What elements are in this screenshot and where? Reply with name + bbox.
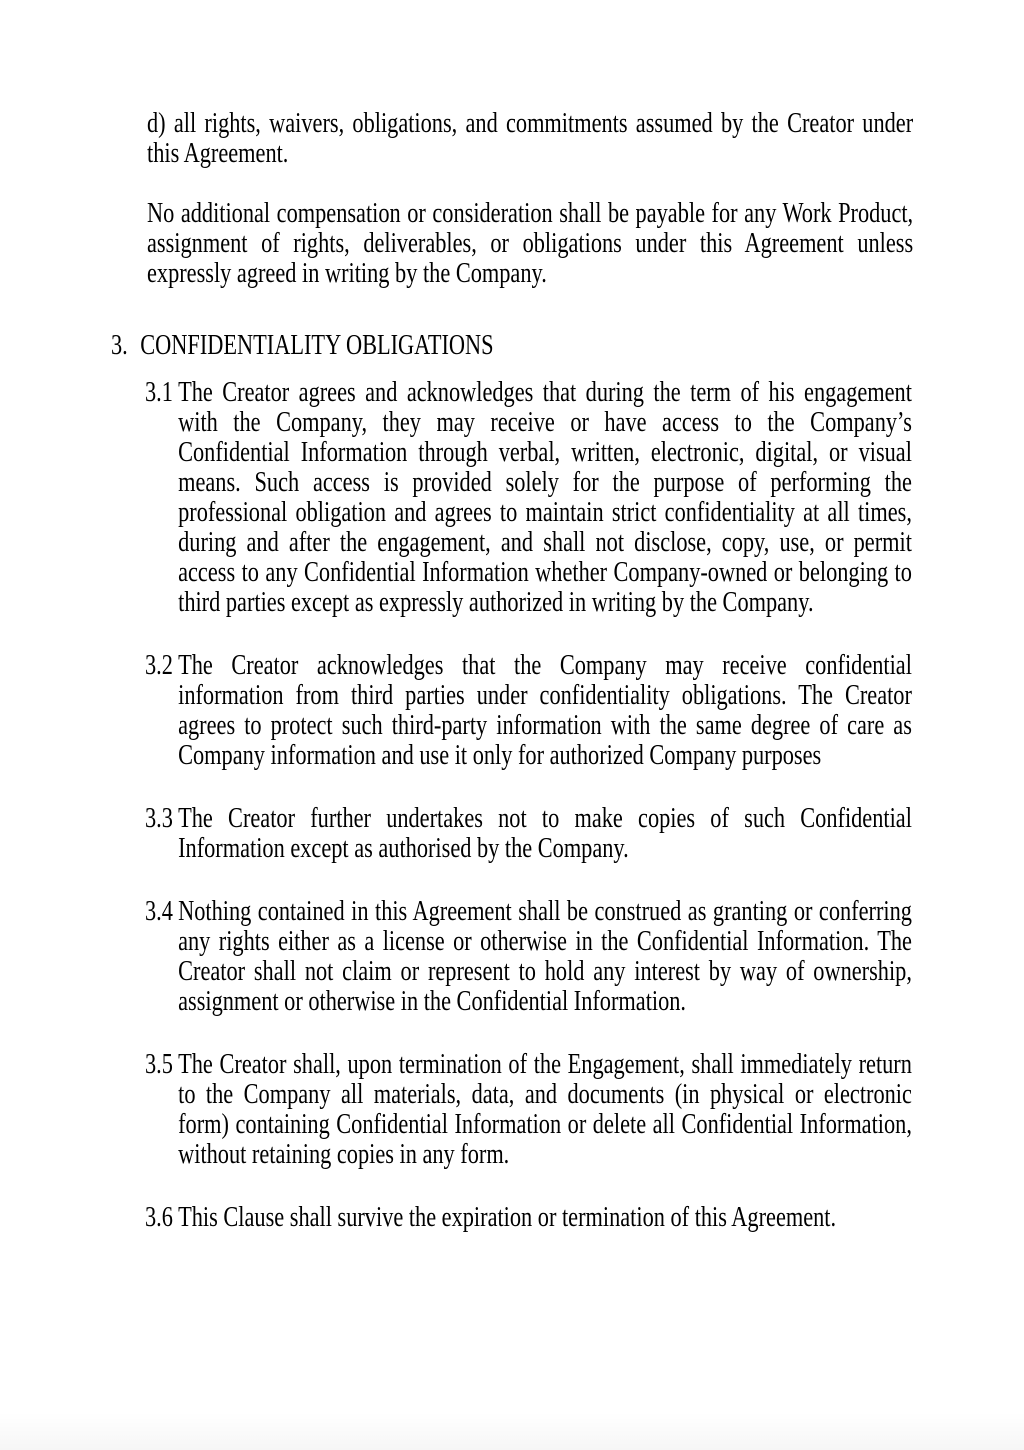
clause-text: This Clause shall survive the expiration or termination of this Agreement. [178,1201,837,1233]
section-number: 3. [111,329,128,361]
clause-3-3 [145,803,1024,863]
clause-row [145,377,912,617]
intro-paragraph-compensation [147,198,1024,288]
section-heading [111,330,1024,360]
clause-3-5 [145,1049,1024,1169]
section-heading-row [111,330,912,360]
intro-paragraph-compensation-text: No additional compensation or consideration shall be payable for any Work Product, assignment of rights, deliverables, or obligations under this Agreement unless expressly agreed in writing by the Company. [147,197,914,289]
section-title: CONFIDENTIALITY OBLIGATIONS [140,329,494,361]
clause-number: 3.1 [145,376,173,408]
clause-row [145,1202,912,1232]
clause-number: 3.6 [145,1201,173,1233]
clause-3-2 [145,650,1024,770]
clause-text: Nothing contained in this Agreement shall be construed as granting or conferring any rights either as a license or otherwise in the Confidential Information. The Creator shall not claim or represent to hold any interest by way of ownership, assignment or otherwise in the Confidential Information. [178,895,912,1017]
clause-number: 3.2 [145,649,173,681]
clause-row [145,1049,912,1169]
intro-paragraph-d-text: d) all rights, waivers, obligations, and commitments assumed by the Creator under this Agreement. [147,107,914,169]
clause-number: 3.4 [145,895,173,927]
clause-row [145,803,912,863]
clause-number: 3.5 [145,1048,173,1080]
clause-text: The Creator agrees and acknowledges that during the term of his engagement with the Company, they may receive or have access to the Company’s Confidential Information through verbal, written, electronic, digital, or visual means. Such access is provided solely for the purpose of performing the professional obligation and agrees to maintain strict confidentiality at all times, during and after the engagement, and shall not disclose, copy, use, or permit access to any Confidential Information whether Company-owned or belonging to third parties except as expressly authorized in writing by the Company. [178,376,912,618]
clause-text: The Creator shall, upon termination of the Engagement, shall immediately return to the Company all materials, data, and documents (in physical or electronic form) containing Confidential Information or delete all Confidential Information, without retaining copies in any form. [178,1048,912,1170]
clause-3-6 [145,1202,1024,1232]
clause-text: The Creator acknowledges that the Company may receive confidential information from third parties under confidentiality obligations. The Creator agrees to protect such third-party information with the same degree of care as Company information and use it only for authorized Company purposes [178,649,912,771]
clause-row [145,650,912,770]
clause-3-4 [145,896,1024,1016]
intro-paragraph-d [147,108,1024,168]
clause-number: 3.3 [145,802,173,834]
clause-text: The Creator further undertakes not to make copies of such Confidential Information except as authorised by the Company. [178,802,912,864]
clause-row [145,896,912,1016]
page-bottom-shadow [0,1412,1024,1450]
clause-3-1 [145,377,1024,617]
